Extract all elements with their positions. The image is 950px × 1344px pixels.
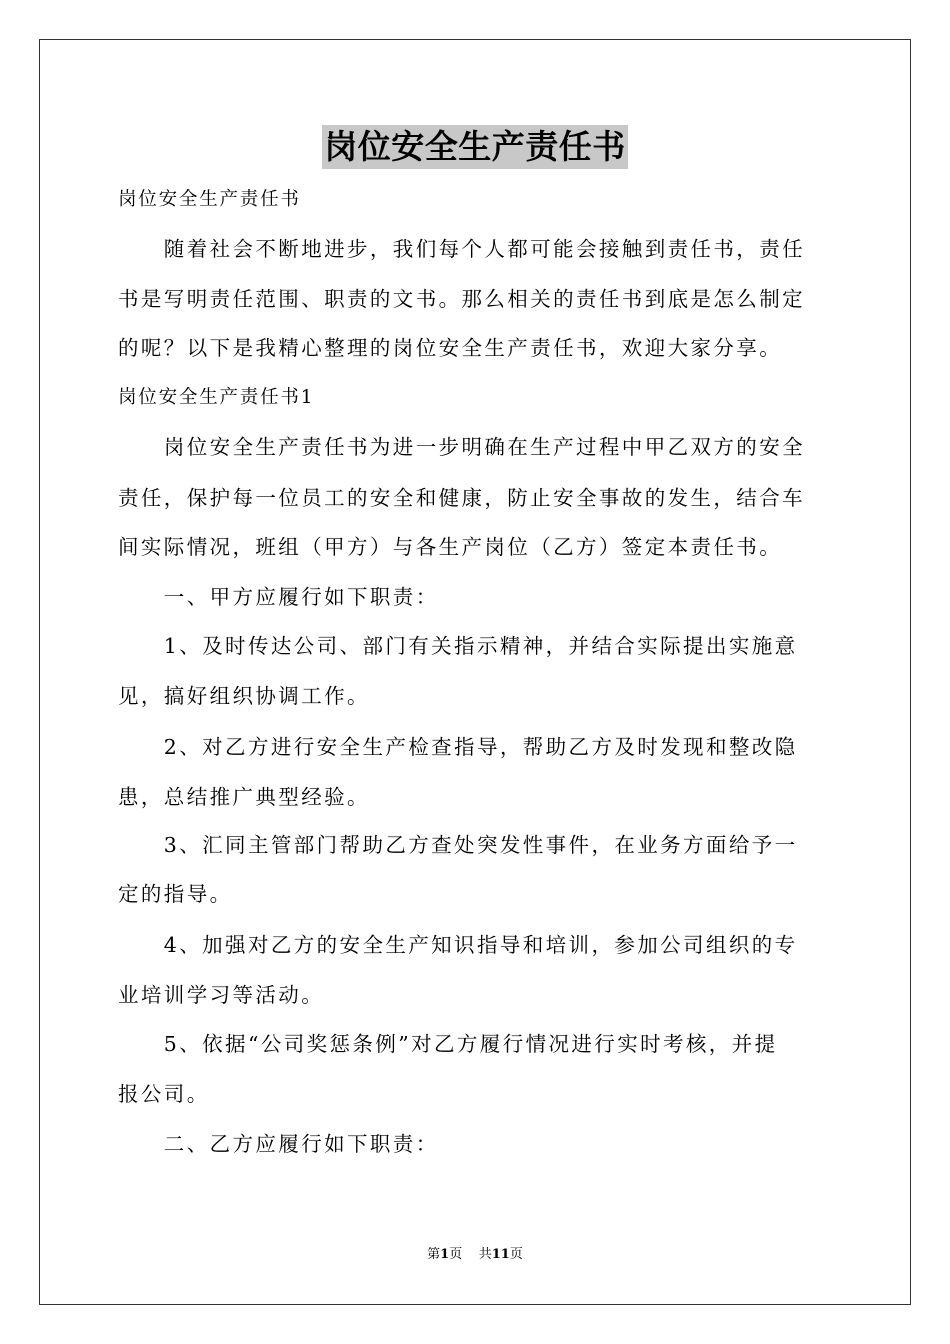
body-line: 书是写明责任范围、职责的文书。那么相关的责任书到底是怎么制定 [118, 287, 805, 311]
clause-heading: 二、乙方应履行如下职责： [118, 1132, 439, 1156]
body-line: 业培训学习等活动。 [118, 983, 325, 1007]
body-line: 岗位安全生产责任书为进一步明确在生产过程中甲乙双方的安全 [118, 435, 805, 459]
body-line: 患，总结推广典型经验。 [118, 785, 370, 809]
page-prefix: 第 [427, 1247, 441, 1262]
total-prefix: 共 [478, 1247, 492, 1262]
body-line: 4、加强对乙方的安全生产知识指导和培训，参加公司组织的专 [118, 933, 798, 957]
subtitle-line: 岗位安全生产责任书 [118, 189, 301, 210]
page-suffix: 页 [449, 1247, 463, 1262]
total-pages: 11 [491, 1247, 510, 1262]
body-line: 间实际情况，班组（甲方）与各生产岗位（乙方）签定本责任书。 [118, 535, 783, 559]
body-line: 2、对乙方进行安全生产检查指导，帮助乙方及时发现和整改隐 [118, 735, 798, 759]
body-line: 报公司。 [118, 1082, 210, 1106]
body-line: 定的指导。 [118, 882, 233, 906]
document-title: 岗位安全生产责任书 [322, 125, 628, 169]
section-heading: 岗位安全生产责任书1 [118, 387, 315, 408]
page-number: 1 [440, 1247, 450, 1262]
body-line: 的呢？以下是我精心整理的岗位安全生产责任书，欢迎大家分享。 [118, 336, 783, 360]
body-line: 责任，保护每一位员工的安全和健康，防止安全事故的发生，结合车 [118, 486, 805, 510]
total-suffix: 页 [509, 1247, 523, 1262]
page-border [39, 39, 911, 1305]
body-line: 见，搞好组织协调工作。 [118, 684, 370, 708]
body-line: 1、及时传达公司、部门有关指示精神，并结合实际提出实施意 [118, 634, 798, 658]
body-line: 3、汇同主管部门帮助乙方查处突发性事件，在业务方面给予一 [118, 833, 798, 857]
clause-heading: 一、甲方应履行如下职责： [118, 585, 439, 609]
page-footer [0, 1246, 950, 1264]
body-line: 随着社会不断地进步，我们每个人都可能会接触到责任书，责任 [118, 237, 805, 261]
title-container [0, 125, 950, 169]
body-line: 5、依据“公司奖惩条例”对乙方履行情况进行实时考核，并提 [118, 1032, 778, 1056]
